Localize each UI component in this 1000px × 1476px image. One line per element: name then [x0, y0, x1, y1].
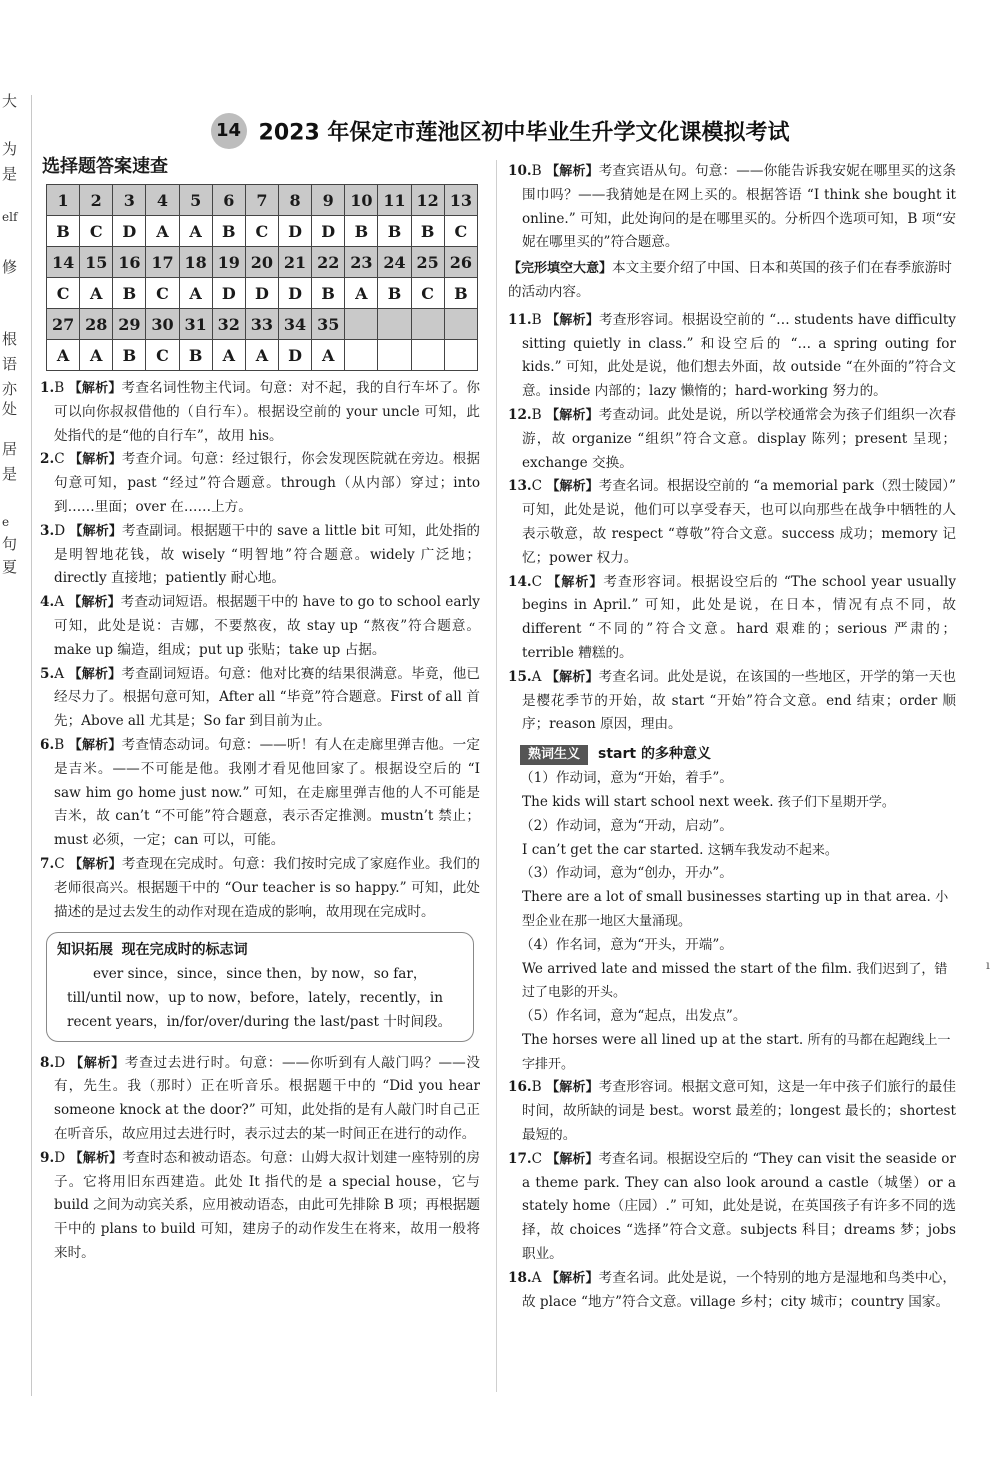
- sense-heading: （2）作动词，意为“开动，启动”。: [520, 817, 733, 834]
- answer-letter: B: [531, 406, 542, 423]
- answer-explanation: [508, 404, 956, 475]
- answer-cell: [345, 309, 378, 340]
- question-number: 7.: [40, 855, 55, 872]
- knowledge-box: [46, 932, 474, 1041]
- answer-cell: B: [113, 340, 146, 371]
- edge-mark: ı: [986, 958, 990, 972]
- answer-cell: 27: [47, 309, 80, 340]
- analysis-tag: 【解析】: [545, 1270, 599, 1286]
- answer-letter: B: [54, 736, 65, 753]
- answer-explanation: [508, 309, 956, 404]
- answer-cell: B: [113, 278, 146, 309]
- answer-cell: 16: [113, 247, 146, 278]
- answer-cell: B: [47, 216, 80, 247]
- sense-example: [508, 791, 956, 815]
- question-number: 4.: [40, 594, 55, 611]
- answer-letter: B: [531, 163, 542, 179]
- answer-cell: B: [444, 278, 477, 309]
- page-title: 2023 年保定市莲池区初中毕业生升学文化课模拟考试: [258, 120, 790, 146]
- word-usage-box: [508, 743, 956, 1076]
- answer-cell: D: [312, 216, 345, 247]
- sense-heading: （5）作名词，意为“起点，出发点”。: [520, 1008, 747, 1025]
- example-chinese: 小型企业在那一地区大量涌现。: [522, 890, 949, 929]
- answer-explanation: [508, 160, 956, 255]
- answer-cell: 5: [179, 185, 212, 216]
- answer-cell: 32: [212, 309, 245, 340]
- answer-letter-row: [47, 216, 478, 247]
- answer-cell: D: [278, 216, 311, 247]
- answer-number-row: [47, 185, 478, 216]
- answer-cell: 21: [278, 247, 311, 278]
- example-english: The horses were all lined up at the start.: [522, 1031, 804, 1048]
- answer-cell: A: [47, 340, 80, 371]
- question-number: 1.: [40, 380, 55, 396]
- analysis-text: 考查副词。根据题干中的 save a little bit 可知，此处指的是明智地花钱，故 wisely “明智地”符合题意。widely 广泛地；directly 直接地；patiently 耐心地。: [54, 522, 480, 587]
- question-number: 5.: [40, 665, 55, 682]
- answer-cell: 35: [312, 309, 345, 340]
- analysis-text: 考查名词。根据设空前的 “a memorial park（烈士陵园）” 可知，此处是说，他们可以享受春天，也可以向那些在战争中牺牲的人表示敬意，故 respect “尊敬”符合文意。success 成功；memory 记忆；power 权力。: [522, 478, 956, 566]
- answer-cell: [378, 309, 411, 340]
- answer-cell: [378, 340, 411, 371]
- analysis-tag: 【解析】: [69, 452, 122, 468]
- analysis-tag: 【解析】: [68, 666, 122, 682]
- analysis-text: 考查动词。此处是说，所以学校通常会为孩子们组织一次春游，故 organize “组织”符合文意。display 陈列；present 呈现；exchange 交换。: [522, 406, 956, 471]
- analysis-tag: 【解析】: [545, 669, 599, 685]
- margin-char: e: [2, 515, 10, 529]
- answer-cell: [444, 340, 477, 371]
- answer-explanation: [40, 1052, 480, 1147]
- answer-cell: A: [245, 340, 278, 371]
- knowledge-box-title: 现在完成时的标志词: [121, 942, 248, 959]
- cloze-summary-label: 【完形填空大意】: [508, 261, 613, 277]
- analysis-text: 考查名词。此处是说，在该国的一些地区，开学的第一天也是樱花季节的开始，故 start “开始”符合文意。end 结束；order 顺序；reason 原因，理由。: [522, 668, 956, 733]
- answer-letter: A: [531, 1269, 542, 1286]
- sense-example: [508, 839, 956, 863]
- exam-number-badge: 14: [211, 113, 247, 149]
- margin-char: 是: [2, 465, 18, 483]
- cloze-summary-text: 本文主要介绍了中国、日本和英国的孩子们在春季旅游时的活动内容。: [508, 260, 952, 300]
- answer-explanation: [508, 666, 956, 737]
- analysis-tag: 【解析】: [546, 1151, 599, 1167]
- left-margin-fragments: [0, 80, 22, 1476]
- answer-cell: A: [80, 278, 113, 309]
- answer-letter: A: [54, 594, 65, 611]
- answer-cell: B: [345, 216, 378, 247]
- sense-example: [508, 886, 956, 934]
- answer-cell: 13: [444, 185, 477, 216]
- question-number: 12.: [508, 406, 532, 423]
- analysis-tag: 【解析】: [68, 737, 122, 753]
- analysis-tag: 【解析】: [68, 381, 122, 396]
- answer-cell: 31: [179, 309, 212, 340]
- answer-cell: [345, 340, 378, 371]
- question-number: 16.: [508, 1079, 532, 1096]
- answer-cell: D: [278, 340, 311, 371]
- analysis-text: 考查现在完成时。句意：我们按时完成了家庭作业。我们的老师很高兴。根据题干中的 “Our teacher is so happy.” 可知，此处描述的是过去发生的动作对现在造成的影响，故用现在完成时。: [54, 855, 480, 920]
- answer-letter: C: [531, 573, 543, 590]
- question-number: 11.: [508, 311, 532, 328]
- answer-cell: 18: [179, 247, 212, 278]
- word-usage-header: [520, 743, 956, 765]
- knowledge-box-body: ever since，since，since then，by now，so far，till/until now，up to now，before，lately，recently，in recent years，in/for/over/during the last/past 十时间段。: [67, 966, 452, 1030]
- column-divider: [496, 160, 497, 1392]
- answer-cell: 9: [312, 185, 345, 216]
- word-usage-senses: [508, 767, 956, 1076]
- answer-letter: B: [531, 1079, 542, 1096]
- answer-cell: C: [146, 278, 179, 309]
- answer-number-row: [47, 309, 478, 340]
- margin-char: elf: [2, 210, 18, 224]
- sense-example: [508, 1029, 956, 1077]
- answer-cell: C: [411, 278, 444, 309]
- knowledge-box-label: 知识拓展: [57, 942, 113, 959]
- analysis-tag: 【解析】: [68, 595, 121, 611]
- sense-example: [508, 958, 956, 1006]
- answer-letter: C: [531, 478, 543, 495]
- left-explanations: [40, 377, 480, 924]
- answer-explanation: [508, 475, 956, 570]
- question-number: 15.: [508, 668, 532, 685]
- sense-heading: （3）作动词，意为“创办，开办”。: [520, 865, 733, 882]
- margin-char: 夏: [2, 558, 18, 576]
- answer-cell: 3: [113, 185, 146, 216]
- answer-cell: 2: [80, 185, 113, 216]
- question-number: 10.: [508, 163, 532, 179]
- answer-cell: 7: [245, 185, 278, 216]
- answer-cell: [411, 309, 444, 340]
- answer-cell: A: [179, 278, 212, 309]
- example-chinese: 所有的马都在起跑线上一字排开。: [522, 1032, 951, 1072]
- left-explanations-2: [40, 1052, 480, 1266]
- analysis-text: 考查名词。根据设空后的 “They can visit the seaside or a theme park. They can also look around a castle（城堡）or a stately home（庄园）.” 可知，此处是说，在英国孩子有许多不同的选择，故 choices “选择”符合文意。subjects 科目；dreams 梦；jobs 职业。: [522, 1150, 956, 1263]
- answer-letter-row: [47, 278, 478, 309]
- answer-cell: A: [179, 216, 212, 247]
- answer-cell: C: [444, 216, 477, 247]
- analysis-tag: 【解析】: [546, 407, 599, 423]
- answer-letter: A: [531, 668, 542, 685]
- answer-letter: C: [54, 451, 65, 468]
- answer-cell: 24: [378, 247, 411, 278]
- answer-cell: 10: [345, 185, 378, 216]
- analysis-text: 考查形容词。根据文意可知，这是一年中孩子们旅行的最佳时间，故所缺的词是 best。worst 最差的；longest 最长的；shortest 最短的。: [522, 1079, 956, 1144]
- analysis-text: 考查时态和被动语态。句意：山姆大叔计划建一座特别的房子。它将用旧东西建造。此处 It 指代的是 a special house，它与 build 之间为动宾关系，应用被动语态，由此可先排除 B 项；再根据题干中的 plans to build 可知，建房子的动作发生在将来，故用一般将来时。: [54, 1149, 480, 1261]
- answer-cell: [444, 309, 477, 340]
- answer-cell: D: [212, 278, 245, 309]
- question-number: 9.: [40, 1149, 55, 1166]
- answer-explanation: [40, 520, 480, 591]
- answer-cell: B: [411, 216, 444, 247]
- analysis-tag: 【解析】: [69, 523, 122, 539]
- answer-explanation: [508, 1148, 956, 1267]
- analysis-tag: 【解析】: [546, 164, 599, 179]
- answer-cell: A: [146, 216, 179, 247]
- analysis-text: 考查宾语从句。句意：——你能告诉我安妮在哪里买的这条围巾吗？——我猜她是在网上买的。根据答语 “I think she bought it online.” 可知，此处询问的是在哪里买的。分析四个选项可知，B 项“安妮在哪里买的”符合题意。: [522, 163, 956, 251]
- answer-cell: 19: [212, 247, 245, 278]
- knowledge-box-header: [57, 939, 463, 963]
- analysis-tag: 【解析】: [69, 856, 122, 872]
- question-number: 2.: [40, 451, 55, 468]
- analysis-text: 考查动词短语。根据题干中的 have to go to school early 可知，此处是说：吉娜，不要熬夜，故 stay up “熬夜”符合题意。make up 编造，组成；put up 张贴；take up 占据。: [54, 594, 480, 658]
- cloze-summary: [508, 257, 956, 305]
- margin-char: 是: [2, 165, 18, 183]
- answer-cell: 4: [146, 185, 179, 216]
- answer-cell: 29: [113, 309, 146, 340]
- example-chinese: 这辆车我发动不起来。: [707, 842, 838, 858]
- margin-char: 为: [2, 140, 18, 158]
- answer-cell: 23: [345, 247, 378, 278]
- answer-cell: A: [80, 340, 113, 371]
- analysis-text: 考查副词短语。句意：他对比赛的结果很满意。毕竟，他已经尽力了。根据句意可知，After all “毕竟”符合题意。First of all 首先；Above all 尤其是；So far 到目前为止。: [54, 665, 480, 730]
- answer-cell: C: [80, 216, 113, 247]
- question-number: 8.: [40, 1054, 55, 1071]
- answer-explanation: [40, 853, 480, 924]
- answer-cell: B: [179, 340, 212, 371]
- analysis-tag: 【解析】: [546, 312, 600, 328]
- answer-explanation: [40, 734, 480, 853]
- margin-char: 居: [2, 440, 18, 458]
- margin-char: 修: [2, 258, 18, 276]
- example-english: We arrived late and missed the start of the film.: [522, 960, 852, 977]
- answer-letter: D: [54, 1054, 66, 1071]
- answer-cell: D: [278, 278, 311, 309]
- question-number: 14.: [508, 573, 532, 590]
- sense-heading: （4）作名词，意为“开头，开端”。: [520, 936, 733, 953]
- answer-cell: 26: [444, 247, 477, 278]
- answer-letter: C: [54, 855, 65, 872]
- answer-explanation: [40, 663, 480, 734]
- answer-cell: 15: [80, 247, 113, 278]
- question-number: 6.: [40, 736, 55, 753]
- answer-cell: 1: [47, 185, 80, 216]
- answer-letter: B: [54, 380, 65, 396]
- example-chinese: 我们迟到了，错过了电影的开头。: [522, 961, 948, 1001]
- margin-char: 语: [2, 355, 18, 373]
- answer-letter-row: [47, 340, 478, 371]
- answer-cell: D: [245, 278, 278, 309]
- right-explanations-3: [508, 1076, 956, 1314]
- answer-cell: 30: [146, 309, 179, 340]
- margin-char: 根: [2, 330, 18, 348]
- answer-cell: C: [146, 340, 179, 371]
- answer-cell: 25: [411, 247, 444, 278]
- right-column: [508, 160, 956, 1314]
- answer-cell: C: [47, 278, 80, 309]
- analysis-text: 考查形容词。根据设空后的 “The school year usually begins in April.” 可知，此处是说，在日本，情况有点不同，故 different “不同的”符合文意。hard 艰难的；serious 严肃的；terrible 糟糕的。: [522, 573, 956, 661]
- right-explanations-2: [508, 309, 956, 737]
- answer-cell: 34: [278, 309, 311, 340]
- answer-cell: 14: [47, 247, 80, 278]
- answer-cell: A: [212, 340, 245, 371]
- answer-letter: D: [54, 1149, 66, 1166]
- margin-rule: [31, 95, 32, 1396]
- analysis-text: 考查名词性物主代词。句意：对不起，我的自行车坏了。你可以向你叔叔借他的（自行车）。根据设空前的 your uncle 可知，此处指代的是“他的自行车”，故用 his。: [54, 380, 480, 444]
- analysis-text: 考查形容词。根据设空前的 “… students have difficulty sitting quietly in class.” 和设空后的 “… a spring outing for kids.” 可知，此处是说，他们想去外面，故 outside “在外面的”符合文意。inside 内部的；lazy 懒惰的；hard-working 努力的。: [522, 311, 956, 400]
- example-english: The kids will start school next week.: [522, 793, 774, 810]
- answer-cell: B: [378, 216, 411, 247]
- answer-cell: A: [312, 340, 345, 371]
- answer-letter: A: [54, 665, 65, 682]
- answer-cell: B: [378, 278, 411, 309]
- answer-cell: 20: [245, 247, 278, 278]
- answer-cell: 6: [212, 185, 245, 216]
- analysis-tag: 【解析】: [546, 479, 599, 495]
- margin-char: 亦: [2, 380, 18, 398]
- answer-explanation: [40, 1147, 480, 1266]
- answer-cell: A: [345, 278, 378, 309]
- answer-cell: 22: [312, 247, 345, 278]
- answer-cell: 28: [80, 309, 113, 340]
- analysis-tag: 【解析】: [69, 1150, 123, 1166]
- right-explanations: [508, 160, 956, 255]
- left-column: [40, 152, 480, 1266]
- question-number: 18.: [508, 1269, 532, 1286]
- analysis-text: 考查介词。句意：经过银行，你会发现医院就在旁边。根据句意可知，past “经过”符合题意。through（从内部）穿过；into 到……里面；over 在……上方。: [54, 451, 480, 515]
- question-number: 13.: [508, 478, 532, 495]
- answer-table-title: 选择题答案速查: [42, 156, 168, 177]
- answer-explanation: [508, 1076, 956, 1147]
- analysis-text: 考查名词。此处是说，一个特别的地方是湿地和鸟类中心，故 place “地方”符合文意。village 乡村；city 城市；country 国家。: [522, 1269, 956, 1310]
- answer-explanation: [40, 591, 480, 662]
- answer-cell: D: [113, 216, 146, 247]
- answer-number-row: [47, 247, 478, 278]
- answer-explanation: [40, 448, 480, 519]
- margin-char: 处: [2, 400, 18, 418]
- answer-cell: 17: [146, 247, 179, 278]
- page-header: [0, 113, 1000, 149]
- question-number: 17.: [508, 1150, 532, 1167]
- example-chinese: 孩子们下星期开学。: [777, 794, 895, 810]
- sense-heading: （1）作动词，意为“开始，着手”。: [520, 770, 733, 787]
- answer-letter: D: [54, 522, 66, 539]
- answer-cell: 12: [411, 185, 444, 216]
- word-usage-title: start 的多种意义: [598, 746, 711, 763]
- answer-letter: B: [531, 311, 542, 328]
- answer-table: [46, 184, 478, 371]
- analysis-tag: 【解析】: [70, 1055, 125, 1071]
- answer-letter: C: [531, 1150, 543, 1167]
- answer-cell: 33: [245, 309, 278, 340]
- answer-cell: C: [245, 216, 278, 247]
- margin-char: 句: [2, 535, 18, 553]
- analysis-text: 考查情态动词。句意：——听！有人在走廊里弹吉他。一定是吉米。——不可能是他。我刚才看见他回家了。根据设空后的 “I saw him go home just now.” 可知，在走廊里弹吉他的人不可能是吉米，故 can’t “不可能”符合题意，表示否定推测。mustn’t 禁止；must 必须，一定；can 可以，可能。: [54, 736, 480, 849]
- answer-cell: B: [212, 216, 245, 247]
- answer-cell: [411, 340, 444, 371]
- analysis-text: 考查过去进行时。句意：——你听到有人敲门吗？——没有，先生。我（那时）正在听音乐。根据题干中的 “Did you hear someone knock at the door?” 可知，此处指的是有人敲门时自己正在听音乐，故应用过去进行时，表示过去的某一时间正在进行的动作。: [54, 1054, 480, 1142]
- example-english: I can’t get the car started.: [522, 841, 704, 858]
- question-number: 3.: [40, 522, 55, 539]
- example-english: There are a lot of small businesses starting up in that area.: [522, 889, 931, 906]
- answer-explanation: [508, 571, 956, 666]
- margin-char: 大: [2, 92, 18, 110]
- answer-explanation: [40, 377, 480, 448]
- answer-cell: 8: [278, 185, 311, 216]
- answer-cell: B: [312, 278, 345, 309]
- analysis-tag: 【解析】: [546, 1080, 599, 1096]
- answer-cell: 11: [378, 185, 411, 216]
- analysis-tag: 【解析】: [547, 574, 604, 590]
- answer-explanation: [508, 1267, 956, 1315]
- word-usage-tag: 熟词生义: [520, 745, 588, 765]
